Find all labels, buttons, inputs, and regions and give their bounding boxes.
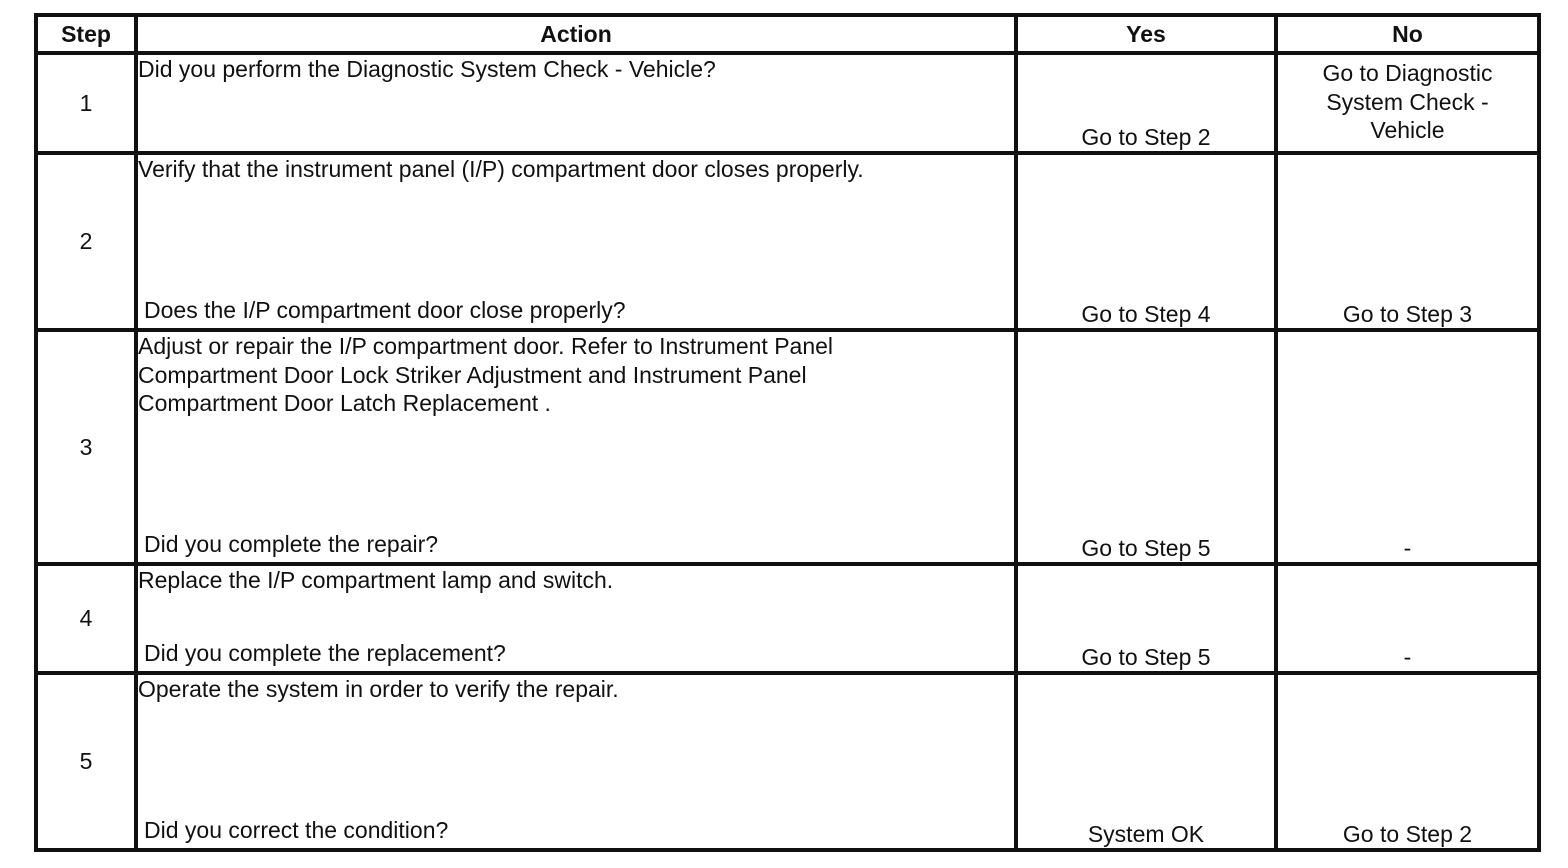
action-text: Adjust or repair the I/P compartment door. Refer to Instrument Panel Compartment Door Lock Striker Adjustment and Instrument Panel Compartment Door Latch Replacement . — [138, 333, 834, 416]
step-number: 2 — [36, 153, 136, 330]
header-yes: Yes — [1016, 15, 1276, 53]
no-result: - — [1276, 564, 1539, 673]
header-no: No — [1276, 15, 1539, 53]
action-question: Did you correct the condition? — [144, 816, 449, 843]
table-row — [36, 330, 1539, 564]
yes-result: System OK — [1016, 673, 1276, 850]
header-action: Action — [136, 15, 1016, 53]
yes-result: Go to Step 4 — [1016, 153, 1276, 330]
no-result: - — [1276, 330, 1539, 564]
diagnostic-table — [34, 13, 1541, 852]
action-cell — [136, 330, 1016, 564]
header-step: Step — [36, 15, 136, 53]
step-number: 1 — [36, 53, 136, 153]
action-question: Did you complete the replacement? — [144, 639, 506, 666]
action-question: Did you complete the repair? — [144, 530, 439, 557]
action-cell — [136, 53, 1016, 153]
action-cell — [136, 673, 1016, 850]
action-cell — [136, 153, 1016, 330]
table-row — [36, 564, 1539, 673]
yes-result: Go to Step 2 — [1016, 53, 1276, 153]
no-result: Go to Step 3 — [1276, 153, 1539, 330]
step-number: 3 — [36, 330, 136, 564]
yes-result: Go to Step 5 — [1016, 330, 1276, 564]
table-row — [36, 673, 1539, 850]
step-number: 5 — [36, 673, 136, 850]
action-text: Verify that the instrument panel (I/P) compartment door closes properly. — [138, 156, 864, 182]
step-number: 4 — [36, 564, 136, 673]
action-text: Replace the I/P compartment lamp and switch. — [138, 567, 614, 593]
yes-result: Go to Step 5 — [1016, 564, 1276, 673]
no-result: Go to Step 2 — [1276, 673, 1539, 850]
table-row — [36, 153, 1539, 330]
table-row — [36, 53, 1539, 153]
action-text: Operate the system in order to verify the repair. — [138, 676, 619, 702]
no-result — [1276, 53, 1539, 153]
no-result-text: Go to Diagnostic System Check - Vehicle — [1322, 60, 1493, 143]
header-row — [36, 15, 1539, 53]
action-cell — [136, 564, 1016, 673]
action-question: Does the I/P compartment door close properly? — [144, 296, 626, 323]
action-text: Did you perform the Diagnostic System Check - Vehicle? — [138, 56, 716, 82]
